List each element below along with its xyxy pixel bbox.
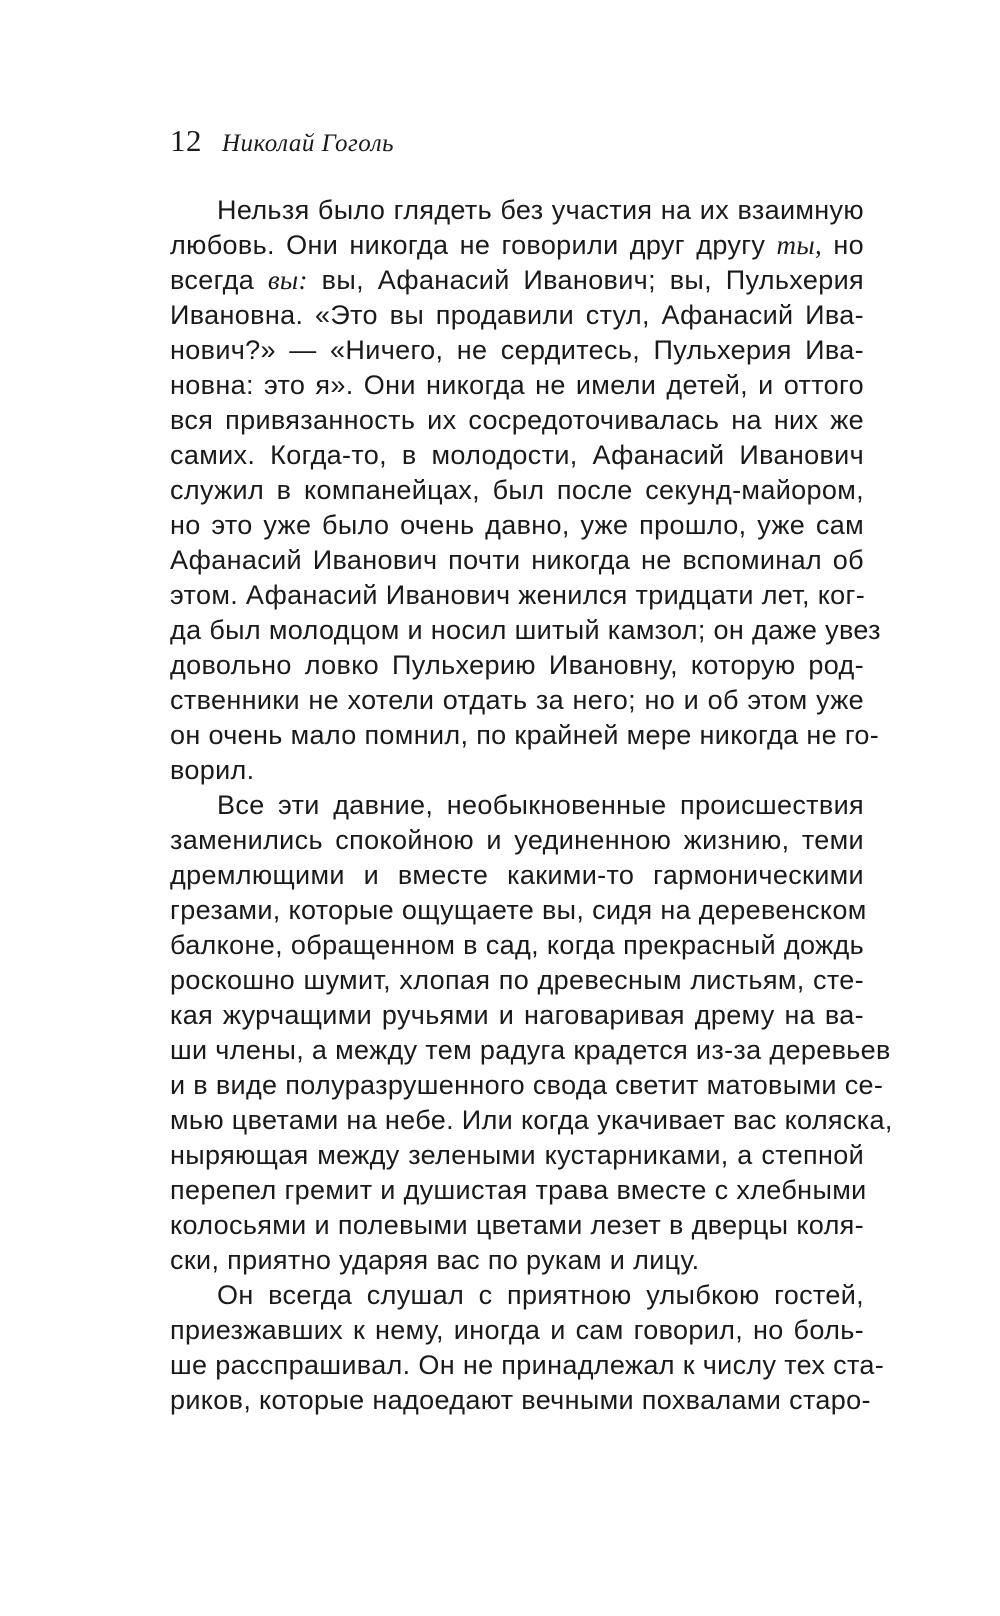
text-line: всегда вы: вы, Афанасий Иванович; вы, Пульхерия — [170, 265, 864, 295]
text-line: заменились спокойною и уединенною жизнию, теми — [170, 825, 864, 855]
text-line: Афанасий Иванович почти никогда не вспоминал об — [170, 545, 864, 575]
text-line: ски, приятно ударяя вас по рукам и лицу. — [170, 1245, 700, 1275]
text-line: колосьями и полевыми цветами лезет в дверцы коля- — [170, 1210, 864, 1240]
text-line: ворил. — [170, 755, 255, 785]
text-line: самих. Когда-то, в молодости, Афанасий Иванович — [170, 440, 864, 470]
text-line: новна: это я». Они никогда не имели детей, и оттого — [170, 370, 864, 400]
body-text — [170, 193, 893, 1418]
text-line: и в виде полуразрушенного свода светит матовыми се- — [170, 1070, 884, 1100]
text-line: Ивановна. «Это вы продавили стул, Афанасий Ива- — [170, 300, 864, 330]
text-line: ше расспрашивал. Он не принадлежал к числу тех ста- — [170, 1350, 885, 1380]
text-line: риков, которые надоедают вечными похвалами старо- — [170, 1385, 871, 1415]
text-line: Он всегда слушал с приятною улыбкою гостей, — [217, 1280, 864, 1310]
text-line: ственники не хотели отдать за него; но и об этом уже — [170, 685, 864, 715]
book-author: Николай Гоголь — [222, 130, 394, 157]
text-line: служил в компанейцах, был после секунд-майором, — [170, 475, 864, 505]
text-line: мью цветами на небе. Или когда укачивает вас коляска, — [170, 1105, 893, 1135]
text-line: этом. Афанасий Иванович женился тридцати лет, ког- — [170, 580, 866, 610]
text-line: нович?» — «Ничего, не сердитесь, Пульхерия Ива- — [170, 335, 864, 365]
text-line: приезжавших к нему, иногда и сам говорил, но боль- — [170, 1315, 864, 1345]
text-line: балконе, обращенном в сад, когда прекрасный дождь — [170, 930, 864, 960]
text-line: кая журчащими ручьями и наговаривая дрему на ва- — [170, 1000, 864, 1030]
text-line: Нельзя было глядеть без участия на их взаимную — [217, 195, 864, 225]
text-line: любовь. Они никогда не говорили друг другу ты, но — [170, 230, 864, 260]
emphasis-text: вы: — [267, 265, 308, 295]
text-line: да был молодцом и носил шитый камзол; он даже увез — [170, 615, 881, 645]
text-line: ши члены, а между тем радуга крадется из-за деревьев — [170, 1035, 891, 1065]
page-number: 12 — [170, 123, 202, 158]
text-line: роскошно шумит, хлопая по древесным листьям, сте- — [170, 965, 864, 995]
running-head — [170, 123, 394, 163]
text-line: перепел гремит и душистая трава вместе с хлебными — [170, 1175, 867, 1205]
text-line: вся привязанность их сосредоточивалась на них же — [170, 405, 864, 435]
paragraph — [170, 788, 893, 1278]
paragraph — [170, 1278, 885, 1418]
paragraph — [170, 193, 881, 788]
text-line: ныряющая между зелеными кустарниками, а степной — [170, 1140, 864, 1170]
text-line: грезами, которые ощущаете вы, сидя на деревенском — [170, 895, 867, 925]
text-line: дремлющими и вместе какими-то гармоническими — [170, 860, 864, 890]
text-line: Все эти давние, необыкновенные происшествия — [217, 790, 864, 820]
text-line: довольно ловко Пульхерию Ивановну, которую род- — [170, 650, 864, 680]
emphasis-text: ты, — [776, 230, 823, 260]
text-line: он очень мало помнил, по крайней мере никогда не го- — [170, 720, 880, 750]
text-line: но это уже было очень давно, уже прошло, уже сам — [170, 510, 864, 540]
